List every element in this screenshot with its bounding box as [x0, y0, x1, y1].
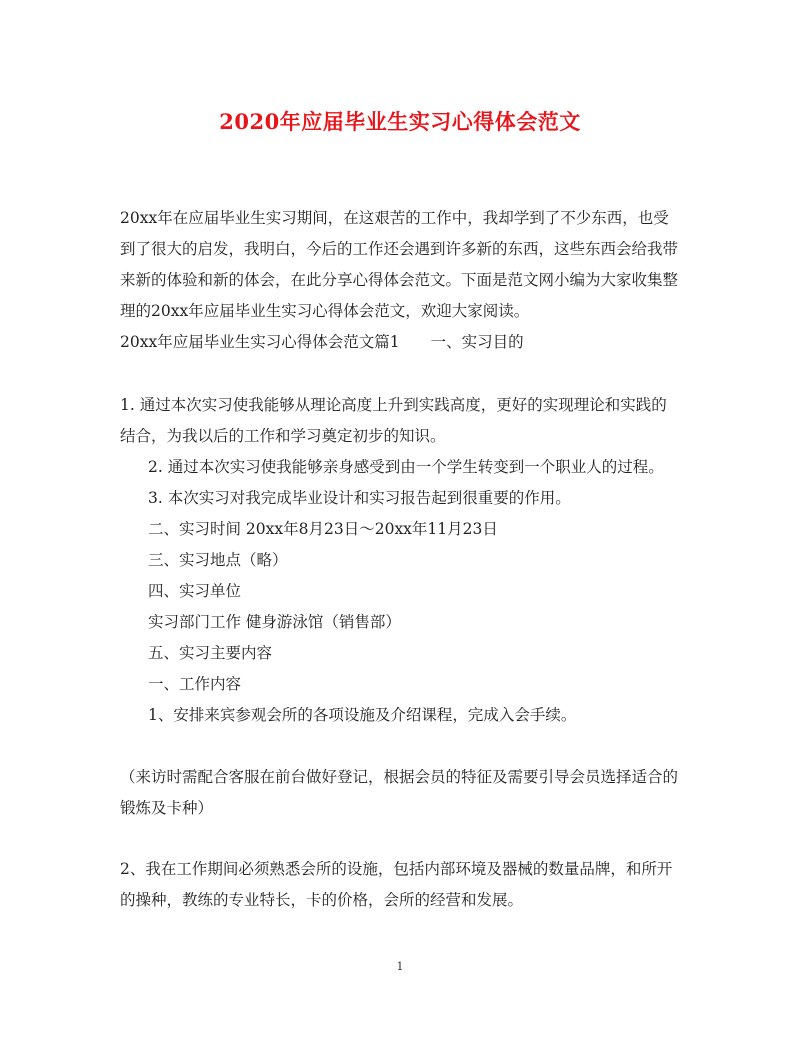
- work-item-2: 2、我在工作期间必须熟悉会所的设施，包括内部环境及器械的数量品牌，和所开的操种，教练的专业特长，卡的价格，会所的经营和发展。: [120, 860, 673, 909]
- page-number: 1: [396, 960, 404, 973]
- internship-unit: 四、实习单位: [148, 582, 242, 600]
- document-title: 2020年应届毕业生实习心得体会范文: [219, 109, 581, 134]
- internship-department: 实习部门工作 健身游泳馆（销售部）: [148, 613, 401, 631]
- internship-time: 二、实习时间 20xx年8月23日～20xx年11月23日: [148, 520, 498, 538]
- intro-paragraph: 20xx年在应届毕业生实习期间，在这艰苦的工作中，我却学到了不少东西，也受到了很大的启发，我明白，今后的工作还会遇到许多新的东西，这些东西会给我带来新的体验和新的体会，在此分享心得体会范文。下面是范文网小编为大家收集整理的20xx年应届毕业生实习心得体会范文，欢迎大家阅读。: [120, 209, 679, 320]
- internship-place: 三、实习地点（略）: [148, 551, 288, 569]
- list-item-1: 1. 通过本次实习使我能够从理论高度上升到实践高度，更好的实现理论和实践的结合，为我以后的工作和学习奠定初步的知识。: [120, 396, 667, 445]
- work-content-heading: 一、工作内容: [148, 675, 242, 693]
- list-item-3: 3. 本次实习对我完成毕业设计和实习报告起到很重要的作用。: [148, 489, 571, 507]
- work-item-1: 1、安排来宾参观会所的各项设施及介绍课程，完成入会手续。: [148, 706, 577, 724]
- section-heading-line: 20xx年应届毕业生实习心得体会范文篇1 一、实习目的: [120, 333, 524, 351]
- list-item-2: 2. 通过本次实习使我能够亲身感受到由一个学生转变到一个职业人的过程。: [148, 458, 664, 476]
- main-content-heading: 五、实习主要内容: [148, 644, 273, 662]
- note-paragraph: （来访时需配合客服在前台做好登记，根据会员的特征及需要引导会员选择适合的锻炼及卡种）: [120, 768, 679, 817]
